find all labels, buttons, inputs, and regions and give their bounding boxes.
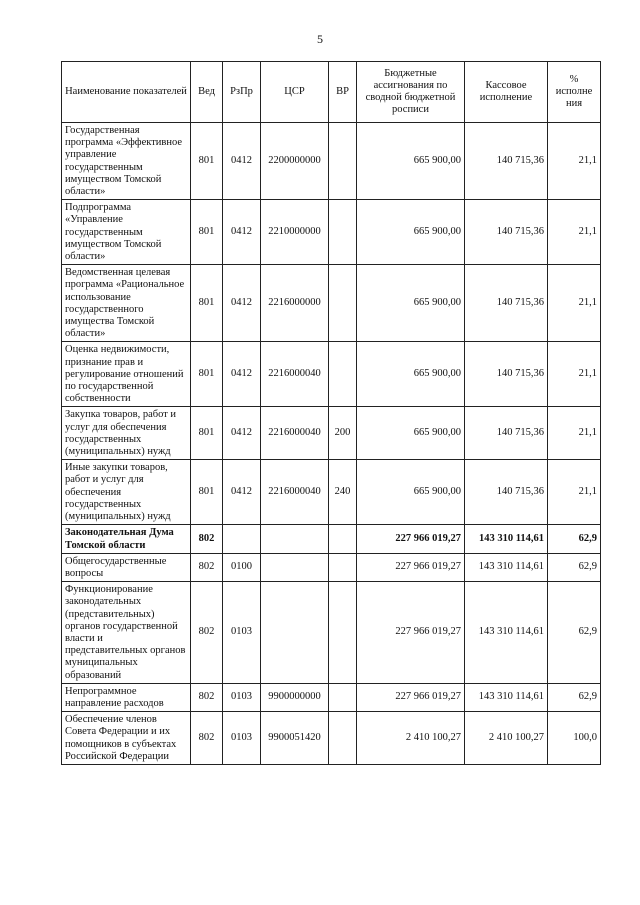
cell-csr: 2210000000 bbox=[261, 200, 329, 265]
cell-vr bbox=[329, 342, 357, 407]
cell-ved: 802 bbox=[191, 712, 223, 765]
header-csr: ЦСР bbox=[261, 62, 329, 123]
cell-budget: 2 410 100,27 bbox=[357, 712, 465, 765]
cell-percent: 21,1 bbox=[548, 123, 601, 200]
cell-budget: 665 900,00 bbox=[357, 200, 465, 265]
cell-budget: 665 900,00 bbox=[357, 265, 465, 342]
cell-ved: 802 bbox=[191, 582, 223, 684]
table-row bbox=[62, 683, 601, 711]
cell-cash: 143 310 114,61 bbox=[465, 582, 548, 684]
cell-percent: 21,1 bbox=[548, 407, 601, 460]
cell-vr: 240 bbox=[329, 460, 357, 525]
cell-name: Общегосударственные вопросы bbox=[62, 553, 191, 581]
cell-rzpr: 0412 bbox=[223, 200, 261, 265]
cell-percent: 21,1 bbox=[548, 460, 601, 525]
cell-name: Государственная программа «Эффективное управление государственным имуществом Томской области» bbox=[62, 123, 191, 200]
cell-ved: 801 bbox=[191, 265, 223, 342]
cell-ved: 801 bbox=[191, 200, 223, 265]
cell-name: Обеспечение членов Совета Федерации и их помощников в субъектах Российской Федерации bbox=[62, 712, 191, 765]
cell-ved: 801 bbox=[191, 407, 223, 460]
budget-execution-table bbox=[61, 61, 601, 765]
header-vr: ВР bbox=[329, 62, 357, 123]
table-row bbox=[62, 407, 601, 460]
cell-ved: 802 bbox=[191, 553, 223, 581]
cell-percent: 62,9 bbox=[548, 525, 601, 553]
cell-budget: 665 900,00 bbox=[357, 123, 465, 200]
header-name: Наименование показателей bbox=[62, 62, 191, 123]
table-row bbox=[62, 460, 601, 525]
cell-rzpr: 0412 bbox=[223, 123, 261, 200]
cell-percent: 21,1 bbox=[548, 265, 601, 342]
cell-vr: 200 bbox=[329, 407, 357, 460]
cell-rzpr: 0412 bbox=[223, 342, 261, 407]
cell-cash: 140 715,36 bbox=[465, 460, 548, 525]
cell-budget: 227 966 019,27 bbox=[357, 582, 465, 684]
cell-ved: 802 bbox=[191, 683, 223, 711]
cell-budget: 665 900,00 bbox=[357, 460, 465, 525]
cell-cash: 140 715,36 bbox=[465, 200, 548, 265]
cell-cash: 143 310 114,61 bbox=[465, 553, 548, 581]
header-ved: Вед bbox=[191, 62, 223, 123]
table-row bbox=[62, 265, 601, 342]
page-number: 5 bbox=[317, 32, 323, 46]
cell-rzpr: 0103 bbox=[223, 582, 261, 684]
table-row bbox=[62, 123, 601, 200]
cell-budget: 665 900,00 bbox=[357, 407, 465, 460]
cell-cash: 2 410 100,27 bbox=[465, 712, 548, 765]
cell-ved: 802 bbox=[191, 525, 223, 553]
cell-name: Законодательная Дума Томской области bbox=[62, 525, 191, 553]
cell-ved: 801 bbox=[191, 123, 223, 200]
cell-vr bbox=[329, 683, 357, 711]
cell-csr bbox=[261, 553, 329, 581]
cell-csr: 9900000000 bbox=[261, 683, 329, 711]
cell-csr bbox=[261, 525, 329, 553]
cell-vr bbox=[329, 582, 357, 684]
table-row bbox=[62, 712, 601, 765]
cell-vr bbox=[329, 200, 357, 265]
cell-csr: 2216000040 bbox=[261, 342, 329, 407]
cell-vr bbox=[329, 553, 357, 581]
cell-name: Ведомственная целевая программа «Рациональное использование государственного имущества Томской области» bbox=[62, 265, 191, 342]
cell-vr bbox=[329, 712, 357, 765]
table-row bbox=[62, 200, 601, 265]
table-row bbox=[62, 582, 601, 684]
cell-csr: 2216000000 bbox=[261, 265, 329, 342]
cell-rzpr: 0412 bbox=[223, 460, 261, 525]
cell-rzpr: 0103 bbox=[223, 683, 261, 711]
cell-percent: 21,1 bbox=[548, 342, 601, 407]
cell-budget: 227 966 019,27 bbox=[357, 683, 465, 711]
cell-budget: 665 900,00 bbox=[357, 342, 465, 407]
cell-percent: 100,0 bbox=[548, 712, 601, 765]
cell-csr: 2200000000 bbox=[261, 123, 329, 200]
cell-rzpr bbox=[223, 525, 261, 553]
cell-name: Оценка недвижимости, признание прав и регулирование отношений по государственной собственности bbox=[62, 342, 191, 407]
cell-cash: 140 715,36 bbox=[465, 123, 548, 200]
header-percent: % исполне ния bbox=[548, 62, 601, 123]
cell-name: Функционирование законодательных (представительных) органов государственной власти и представительных органов муниципальных образований bbox=[62, 582, 191, 684]
cell-percent: 21,1 bbox=[548, 200, 601, 265]
cell-ved: 801 bbox=[191, 342, 223, 407]
cell-csr: 9900051420 bbox=[261, 712, 329, 765]
cell-cash: 140 715,36 bbox=[465, 265, 548, 342]
cell-vr bbox=[329, 123, 357, 200]
cell-rzpr: 0412 bbox=[223, 265, 261, 342]
cell-vr bbox=[329, 525, 357, 553]
cell-ved: 801 bbox=[191, 460, 223, 525]
cell-cash: 143 310 114,61 bbox=[465, 525, 548, 553]
cell-vr bbox=[329, 265, 357, 342]
cell-cash: 140 715,36 bbox=[465, 407, 548, 460]
cell-percent: 62,9 bbox=[548, 553, 601, 581]
cell-cash: 140 715,36 bbox=[465, 342, 548, 407]
cell-name: Иные закупки товаров, работ и услуг для обеспечения государственных (муниципальных) нужд bbox=[62, 460, 191, 525]
cell-csr bbox=[261, 582, 329, 684]
cell-rzpr: 0103 bbox=[223, 712, 261, 765]
header-rzpr: РзПр bbox=[223, 62, 261, 123]
cell-rzpr: 0100 bbox=[223, 553, 261, 581]
table-row bbox=[62, 525, 601, 553]
cell-cash: 143 310 114,61 bbox=[465, 683, 548, 711]
cell-percent: 62,9 bbox=[548, 683, 601, 711]
cell-rzpr: 0412 bbox=[223, 407, 261, 460]
cell-name: Непрограммное направление расходов bbox=[62, 683, 191, 711]
table-header-row bbox=[62, 62, 601, 123]
header-budget: Бюджетные ассигнования по сводной бюджетной росписи bbox=[357, 62, 465, 123]
cell-name: Подпрограмма «Управление государственным имуществом Томской области» bbox=[62, 200, 191, 265]
cell-csr: 2216000040 bbox=[261, 407, 329, 460]
table-row bbox=[62, 553, 601, 581]
cell-percent: 62,9 bbox=[548, 582, 601, 684]
cell-budget: 227 966 019,27 bbox=[357, 553, 465, 581]
cell-budget: 227 966 019,27 bbox=[357, 525, 465, 553]
table-row bbox=[62, 342, 601, 407]
cell-csr: 2216000040 bbox=[261, 460, 329, 525]
cell-name: Закупка товаров, работ и услуг для обеспечения государственных (муниципальных) нужд bbox=[62, 407, 191, 460]
header-cash: Кассовое исполнение bbox=[465, 62, 548, 123]
